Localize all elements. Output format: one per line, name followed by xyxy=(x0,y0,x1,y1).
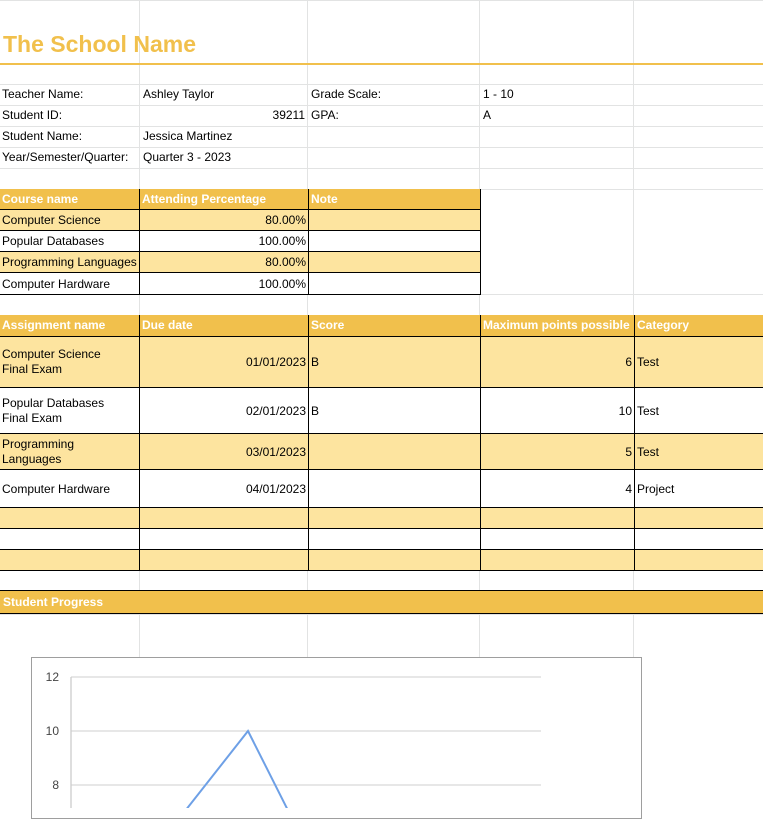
school-title[interactable]: The School Name xyxy=(3,31,196,58)
course-name-text: Popular Databases xyxy=(2,234,104,248)
category-text: Test xyxy=(637,445,659,459)
category-cell[interactable] xyxy=(635,388,763,434)
teacher-name-value[interactable]: Ashley Taylor xyxy=(143,84,305,105)
assignment-name-cell[interactable] xyxy=(0,337,140,388)
course-name-text: Programming Languages xyxy=(2,255,137,269)
due-date-text: 03/01/2023 xyxy=(246,445,306,459)
period-value[interactable]: Quarter 3 - 2023 xyxy=(143,147,305,168)
assignment-name-text: Programming Languages xyxy=(2,437,124,467)
category-text: Project xyxy=(637,482,674,496)
course-name-cell[interactable] xyxy=(0,210,140,231)
category-cell[interactable] xyxy=(635,470,763,508)
due-date-header[interactable]: Due date xyxy=(140,315,309,337)
course-name-header[interactable]: Course name xyxy=(0,189,140,210)
attending-percentage-header[interactable]: Attending Percentage xyxy=(140,189,309,210)
max-points-cell[interactable] xyxy=(481,337,635,388)
progress-chart[interactable] xyxy=(31,657,642,819)
gpa-value[interactable]: A xyxy=(483,105,631,126)
max-points-cell[interactable] xyxy=(481,470,635,508)
score-cell[interactable] xyxy=(309,434,481,470)
category-text: Test xyxy=(637,355,659,369)
attending-percentage-text: 100.00% xyxy=(259,234,306,248)
attending-percentage-text: 100.00% xyxy=(259,277,306,291)
due-date-text: 02/01/2023 xyxy=(246,404,306,418)
category-cell[interactable] xyxy=(635,434,763,470)
title-underline xyxy=(0,63,763,65)
y-tick-label: 12 xyxy=(46,670,60,684)
empty-cell[interactable] xyxy=(635,550,763,571)
attending-percentage-cell[interactable] xyxy=(140,273,309,295)
empty-cell[interactable] xyxy=(309,529,481,550)
course-name-cell[interactable] xyxy=(0,252,140,273)
assignment-name-text: Popular Databases Final Exam xyxy=(2,396,126,426)
student-name-value[interactable]: Jessica Martinez xyxy=(143,126,305,147)
max-points-cell[interactable] xyxy=(481,434,635,470)
teacher-name-label[interactable]: Teacher Name: xyxy=(2,84,138,105)
note-cell[interactable] xyxy=(309,210,481,231)
note-cell[interactable] xyxy=(309,273,481,295)
course-name-cell[interactable] xyxy=(0,231,140,252)
note-cell[interactable] xyxy=(309,252,481,273)
assignment-name-cell[interactable] xyxy=(0,388,140,434)
student-name-label[interactable]: Student Name: xyxy=(2,126,138,147)
due-date-cell[interactable] xyxy=(140,434,309,470)
grid-row-line xyxy=(0,168,763,169)
empty-cell[interactable] xyxy=(0,529,140,550)
assignment-name-cell[interactable] xyxy=(0,470,140,508)
max-points-text: 4 xyxy=(625,482,632,496)
course-name-cell[interactable] xyxy=(0,273,140,295)
empty-cell[interactable] xyxy=(140,529,309,550)
student-id-value[interactable]: 39211 xyxy=(141,105,305,126)
score-cell[interactable] xyxy=(309,470,481,508)
attending-percentage-cell[interactable] xyxy=(140,210,309,231)
empty-cell[interactable] xyxy=(481,508,635,529)
score-text: B xyxy=(311,404,319,418)
due-date-text: 04/01/2023 xyxy=(246,482,306,496)
category-cell[interactable] xyxy=(635,337,763,388)
empty-cell[interactable] xyxy=(309,508,481,529)
note-cell[interactable] xyxy=(309,231,481,252)
course-name-text: Computer Hardware xyxy=(2,277,110,291)
assignment-name-cell[interactable] xyxy=(0,434,140,470)
attending-percentage-cell[interactable] xyxy=(140,231,309,252)
progress-chart-plot xyxy=(32,658,641,808)
empty-cell[interactable] xyxy=(309,550,481,571)
max-points-cell[interactable] xyxy=(481,388,635,434)
series-line xyxy=(163,731,378,808)
y-tick-label: 8 xyxy=(52,778,59,792)
due-date-cell[interactable] xyxy=(140,470,309,508)
empty-cell[interactable] xyxy=(140,550,309,571)
empty-cell[interactable] xyxy=(635,529,763,550)
course-name-text: Computer Science xyxy=(2,213,101,227)
empty-cell[interactable] xyxy=(140,508,309,529)
empty-cell[interactable] xyxy=(0,508,140,529)
score-header[interactable]: Score xyxy=(309,315,481,337)
due-date-cell[interactable] xyxy=(140,388,309,434)
assignment-name-text: Computer Science Final Exam xyxy=(2,347,122,377)
empty-cell[interactable] xyxy=(481,550,635,571)
max-points-text: 10 xyxy=(619,404,632,418)
gpa-label[interactable]: GPA: xyxy=(311,105,477,126)
student-id-label[interactable]: Student ID: xyxy=(2,105,138,126)
due-date-text: 01/01/2023 xyxy=(246,355,306,369)
attending-percentage-cell[interactable] xyxy=(140,252,309,273)
assignment-table xyxy=(0,315,763,570)
attending-percentage-text: 80.00% xyxy=(265,255,306,269)
max-points-text: 6 xyxy=(625,355,632,369)
score-cell[interactable] xyxy=(309,337,481,388)
due-date-cell[interactable] xyxy=(140,337,309,388)
course-table xyxy=(0,189,480,295)
max-points-text: 5 xyxy=(625,445,632,459)
grade-scale-value[interactable]: 1 - 10 xyxy=(483,84,631,105)
empty-cell[interactable] xyxy=(0,550,140,571)
assignment-name-header[interactable]: Assignment name xyxy=(0,315,140,337)
max-points-header[interactable]: Maximum points possible xyxy=(481,315,635,337)
attending-percentage-text: 80.00% xyxy=(265,213,306,227)
empty-cell[interactable] xyxy=(481,529,635,550)
category-header[interactable]: Category xyxy=(635,315,763,337)
y-tick-label: 10 xyxy=(46,724,60,738)
empty-cell[interactable] xyxy=(635,508,763,529)
score-cell[interactable] xyxy=(309,388,481,434)
grid-row-line xyxy=(0,0,763,1)
category-text: Test xyxy=(637,404,659,418)
score-text: B xyxy=(311,355,319,369)
note-header[interactable]: Note xyxy=(309,189,481,210)
grid-row-line xyxy=(0,614,763,615)
student-progress-header[interactable]: Student Progress xyxy=(0,590,763,614)
assignment-name-text: Computer Hardware xyxy=(2,482,110,496)
grade-scale-label[interactable]: Grade Scale: xyxy=(311,84,477,105)
period-label[interactable]: Year/Semester/Quarter: xyxy=(2,147,142,168)
